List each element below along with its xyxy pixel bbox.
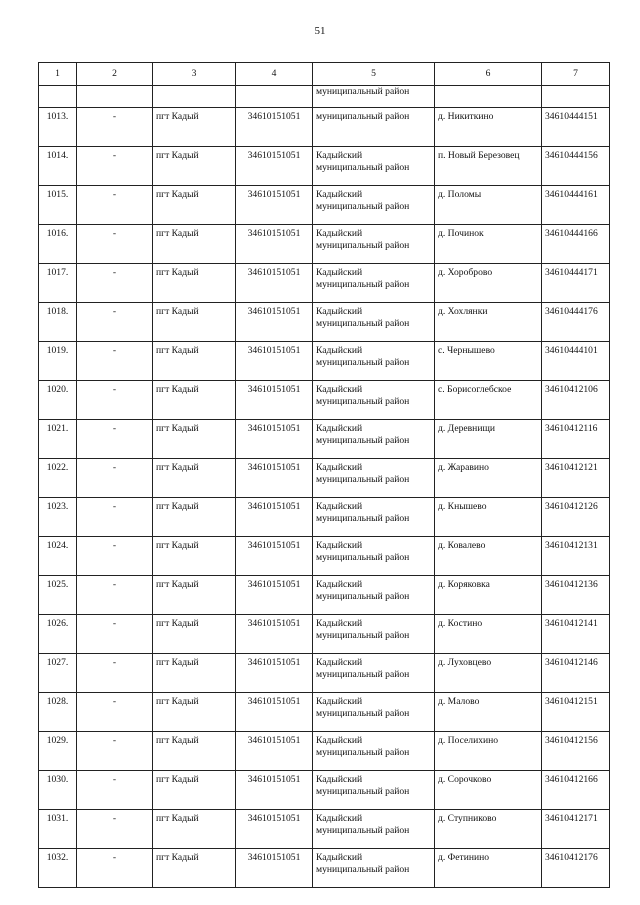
row-municipality <box>313 654 435 693</box>
row-number: 1018. <box>39 303 77 342</box>
municipality-line-2: муниципальный район <box>316 630 410 641</box>
row-number: 1022. <box>39 459 77 498</box>
table-row <box>39 732 610 771</box>
table-row <box>39 693 610 732</box>
row-locality-code: 34610412171 <box>542 810 610 849</box>
municipality-line-1: Кадыйский <box>316 384 363 395</box>
row-number: 1023. <box>39 498 77 537</box>
row-number: 1024. <box>39 537 77 576</box>
row-col-2: - <box>77 732 153 771</box>
table-row <box>39 498 610 537</box>
municipality-line-1: Кадыйский <box>316 540 363 551</box>
row-locality: д. Хохлянки <box>435 303 542 342</box>
row-locality-code: 34610444176 <box>542 303 610 342</box>
municipality-line-2: муниципальный район <box>316 825 410 836</box>
row-settlement: пгт Кадый <box>153 615 236 654</box>
row-col-2: - <box>77 459 153 498</box>
row-settlement: пгт Кадый <box>153 498 236 537</box>
row-settlement: пгт Кадый <box>153 654 236 693</box>
row-col-2: - <box>77 303 153 342</box>
row-locality: д. Починок <box>435 225 542 264</box>
table-row <box>39 342 610 381</box>
row-locality: д. Поломы <box>435 186 542 225</box>
row-locality: с. Борисоглебское <box>435 381 542 420</box>
row-locality-code: 34610444101 <box>542 342 610 381</box>
municipality-line-2: муниципальный район <box>316 162 410 173</box>
municipality-line-2: муниципальный район <box>316 513 410 524</box>
row-settlement-code: 34610151051 <box>236 576 313 615</box>
row-settlement-code: 34610151051 <box>236 771 313 810</box>
row-locality-code: 34610444171 <box>542 264 610 303</box>
row-settlement-code: 34610151051 <box>236 498 313 537</box>
row-number: 1021. <box>39 420 77 459</box>
row-settlement-code: 34610151051 <box>236 810 313 849</box>
table-cell <box>39 86 77 108</box>
municipality-line-2: муниципальный район <box>316 864 410 875</box>
municipality-line-1: Кадыйский <box>316 696 363 707</box>
row-settlement: пгт Кадый <box>153 108 236 147</box>
municipality-line-1: Кадыйский <box>316 618 363 629</box>
table-row <box>39 147 610 186</box>
table-cell <box>236 86 313 108</box>
row-col-2: - <box>77 810 153 849</box>
row-municipality <box>313 225 435 264</box>
row-locality: д. Деревнищи <box>435 420 542 459</box>
row-settlement-code: 34610151051 <box>236 537 313 576</box>
municipality-line-2: муниципальный район <box>316 747 410 758</box>
row-settlement-code: 34610151051 <box>236 654 313 693</box>
row-number: 1032. <box>39 849 77 888</box>
table-row <box>39 576 610 615</box>
header-col-3: 3 <box>153 63 236 86</box>
row-municipality <box>313 381 435 420</box>
municipality-line-2: муниципальный район <box>316 201 410 212</box>
municipality-line-2: муниципальный район <box>316 357 410 368</box>
municipality-line-1: Кадыйский <box>316 579 363 590</box>
municipality-line-1: Кадыйский <box>316 852 363 863</box>
table-row <box>39 108 610 147</box>
continuation-row <box>39 86 610 108</box>
municipality-line-2: муниципальный район <box>316 552 410 563</box>
row-settlement-code: 34610151051 <box>236 732 313 771</box>
row-locality-code: 34610412151 <box>542 693 610 732</box>
row-settlement: пгт Кадый <box>153 849 236 888</box>
row-col-2: - <box>77 849 153 888</box>
row-settlement: пгт Кадый <box>153 459 236 498</box>
row-settlement: пгт Кадый <box>153 693 236 732</box>
row-col-2: - <box>77 147 153 186</box>
row-settlement-code: 34610151051 <box>236 693 313 732</box>
row-col-2: - <box>77 771 153 810</box>
row-municipality <box>313 810 435 849</box>
row-settlement: пгт Кадый <box>153 186 236 225</box>
row-locality: д. Ступниково <box>435 810 542 849</box>
table-row <box>39 303 610 342</box>
row-settlement-code: 34610151051 <box>236 420 313 459</box>
table-row <box>39 615 610 654</box>
row-settlement-code: 34610151051 <box>236 186 313 225</box>
municipality-line-1: Кадыйский <box>316 345 363 356</box>
row-settlement: пгт Кадый <box>153 264 236 303</box>
row-settlement-code: 34610151051 <box>236 459 313 498</box>
municipality-line-1: Кадыйский <box>316 150 363 161</box>
header-col-2: 2 <box>77 63 153 86</box>
municipality-line-2: муниципальный район <box>316 786 410 797</box>
row-municipality <box>313 342 435 381</box>
row-col-2: - <box>77 342 153 381</box>
row-number: 1017. <box>39 264 77 303</box>
row-settlement: пгт Кадый <box>153 420 236 459</box>
table-row <box>39 459 610 498</box>
row-locality-code: 34610412116 <box>542 420 610 459</box>
row-locality: п. Новый Березовец <box>435 147 542 186</box>
table-row <box>39 381 610 420</box>
municipality-line-2: муниципальный район <box>316 669 410 680</box>
row-settlement: пгт Кадый <box>153 147 236 186</box>
row-settlement: пгт Кадый <box>153 381 236 420</box>
row-col-2: - <box>77 693 153 732</box>
row-locality-code: 34610444151 <box>542 108 610 147</box>
municipality-line-2: муниципальный район <box>316 474 410 485</box>
municipality-line-2: муниципальный район <box>316 279 410 290</box>
row-settlement: пгт Кадый <box>153 810 236 849</box>
table-row <box>39 654 610 693</box>
municipality-line-2: муниципальный район <box>316 435 410 446</box>
row-municipality <box>313 459 435 498</box>
row-number: 1013. <box>39 108 77 147</box>
registry-table <box>38 62 610 888</box>
row-settlement-code: 34610151051 <box>236 147 313 186</box>
row-settlement-code: 34610151051 <box>236 849 313 888</box>
municipality-line-1: Кадыйский <box>316 657 363 668</box>
row-locality: д. Кнышево <box>435 498 542 537</box>
row-locality-code: 34610444156 <box>542 147 610 186</box>
row-locality-code: 34610412146 <box>542 654 610 693</box>
row-locality: д. Коряковка <box>435 576 542 615</box>
table-cell <box>153 86 236 108</box>
row-settlement: пгт Кадый <box>153 225 236 264</box>
row-settlement-code: 34610151051 <box>236 108 313 147</box>
row-municipality <box>313 147 435 186</box>
row-number: 1025. <box>39 576 77 615</box>
row-number: 1030. <box>39 771 77 810</box>
row-settlement: пгт Кадый <box>153 732 236 771</box>
row-municipality <box>313 771 435 810</box>
row-number: 1020. <box>39 381 77 420</box>
row-settlement-code: 34610151051 <box>236 303 313 342</box>
row-number: 1027. <box>39 654 77 693</box>
row-locality-code: 34610412141 <box>542 615 610 654</box>
row-col-2: - <box>77 108 153 147</box>
municipality-line-2: муниципальный район <box>316 396 410 407</box>
row-number: 1016. <box>39 225 77 264</box>
table-row <box>39 186 610 225</box>
row-settlement: пгт Кадый <box>153 537 236 576</box>
row-municipality <box>313 420 435 459</box>
table-row <box>39 537 610 576</box>
municipality-line-1: Кадыйский <box>316 189 363 200</box>
municipality-line-2: муниципальный район <box>316 111 410 122</box>
row-settlement-code: 34610151051 <box>236 615 313 654</box>
municipality-line-1: Кадыйский <box>316 813 363 824</box>
row-municipality <box>313 576 435 615</box>
row-municipality <box>313 693 435 732</box>
table-row <box>39 420 610 459</box>
row-locality-code: 34610444166 <box>542 225 610 264</box>
row-locality: д. Луховцево <box>435 654 542 693</box>
row-locality-code: 34610412121 <box>542 459 610 498</box>
row-settlement-code: 34610151051 <box>236 381 313 420</box>
row-locality-code: 34610412131 <box>542 537 610 576</box>
row-number: 1029. <box>39 732 77 771</box>
row-municipality <box>313 108 435 147</box>
row-municipality <box>313 615 435 654</box>
municipality-line-2: муниципальный район <box>316 591 410 602</box>
row-col-2: - <box>77 537 153 576</box>
municipality-line-1: Кадыйский <box>316 306 363 317</box>
row-settlement-code: 34610151051 <box>236 342 313 381</box>
municipality-line-2: муниципальный район <box>316 708 410 719</box>
row-settlement: пгт Кадый <box>153 771 236 810</box>
header-col-1: 1 <box>39 63 77 86</box>
page-number: 51 <box>314 25 326 37</box>
row-locality: д. Поселихино <box>435 732 542 771</box>
row-locality: д. Ковалево <box>435 537 542 576</box>
row-col-2: - <box>77 615 153 654</box>
table-row <box>39 225 610 264</box>
row-locality: д. Фетинино <box>435 849 542 888</box>
table-cell <box>542 86 610 108</box>
row-col-2: - <box>77 654 153 693</box>
municipality-line-1: Кадыйский <box>316 774 363 785</box>
row-municipality <box>313 537 435 576</box>
row-locality: д. Малово <box>435 693 542 732</box>
row-col-2: - <box>77 576 153 615</box>
municipality-line-1: Кадыйский <box>316 735 363 746</box>
row-number: 1026. <box>39 615 77 654</box>
row-locality-code: 34610412126 <box>542 498 610 537</box>
row-settlement: пгт Кадый <box>153 303 236 342</box>
municipality-line-1: Кадыйский <box>316 228 363 239</box>
row-number: 1015. <box>39 186 77 225</box>
row-locality-code: 34610444161 <box>542 186 610 225</box>
municipality-line-1: Кадыйский <box>316 267 363 278</box>
row-locality-code: 34610412176 <box>542 849 610 888</box>
municipality-line-1: Кадыйский <box>316 423 363 434</box>
row-municipality <box>313 186 435 225</box>
row-locality-code: 34610412166 <box>542 771 610 810</box>
table-row <box>39 771 610 810</box>
row-col-2: - <box>77 420 153 459</box>
table-row <box>39 810 610 849</box>
row-municipality <box>313 264 435 303</box>
row-settlement-code: 34610151051 <box>236 225 313 264</box>
row-locality: д. Сорочково <box>435 771 542 810</box>
row-col-2: - <box>77 225 153 264</box>
row-municipality <box>313 732 435 771</box>
row-settlement: пгт Кадый <box>153 342 236 381</box>
municipality-line-1: Кадыйский <box>316 501 363 512</box>
row-settlement: пгт Кадый <box>153 576 236 615</box>
row-municipality <box>313 303 435 342</box>
row-locality: с. Чернышево <box>435 342 542 381</box>
row-col-2: - <box>77 381 153 420</box>
header-col-4: 4 <box>236 63 313 86</box>
row-col-2: - <box>77 264 153 303</box>
row-col-2: - <box>77 498 153 537</box>
row-municipality <box>313 498 435 537</box>
row-number: 1014. <box>39 147 77 186</box>
table-cell <box>435 86 542 108</box>
table-cell <box>77 86 153 108</box>
row-locality: д. Хороброво <box>435 264 542 303</box>
row-settlement-code: 34610151051 <box>236 264 313 303</box>
row-locality: д. Костино <box>435 615 542 654</box>
row-number: 1028. <box>39 693 77 732</box>
table-row <box>39 264 610 303</box>
row-locality-code: 34610412156 <box>542 732 610 771</box>
header-col-6: 6 <box>435 63 542 86</box>
row-number: 1019. <box>39 342 77 381</box>
row-locality: д. Жаравино <box>435 459 542 498</box>
row-col-2: - <box>77 186 153 225</box>
row-locality-code: 34610412106 <box>542 381 610 420</box>
row-locality-code: 34610412136 <box>542 576 610 615</box>
row-municipality <box>313 849 435 888</box>
header-row <box>39 63 610 86</box>
continuation-municipality: муниципальный район <box>313 86 435 108</box>
municipality-line-2: муниципальный район <box>316 318 410 329</box>
header-col-7: 7 <box>542 63 610 86</box>
row-number: 1031. <box>39 810 77 849</box>
row-locality: д. Никиткино <box>435 108 542 147</box>
municipality-line-2: муниципальный район <box>316 240 410 251</box>
header-col-5: 5 <box>313 63 435 86</box>
municipality-line-1: Кадыйский <box>316 462 363 473</box>
table-row <box>39 849 610 888</box>
